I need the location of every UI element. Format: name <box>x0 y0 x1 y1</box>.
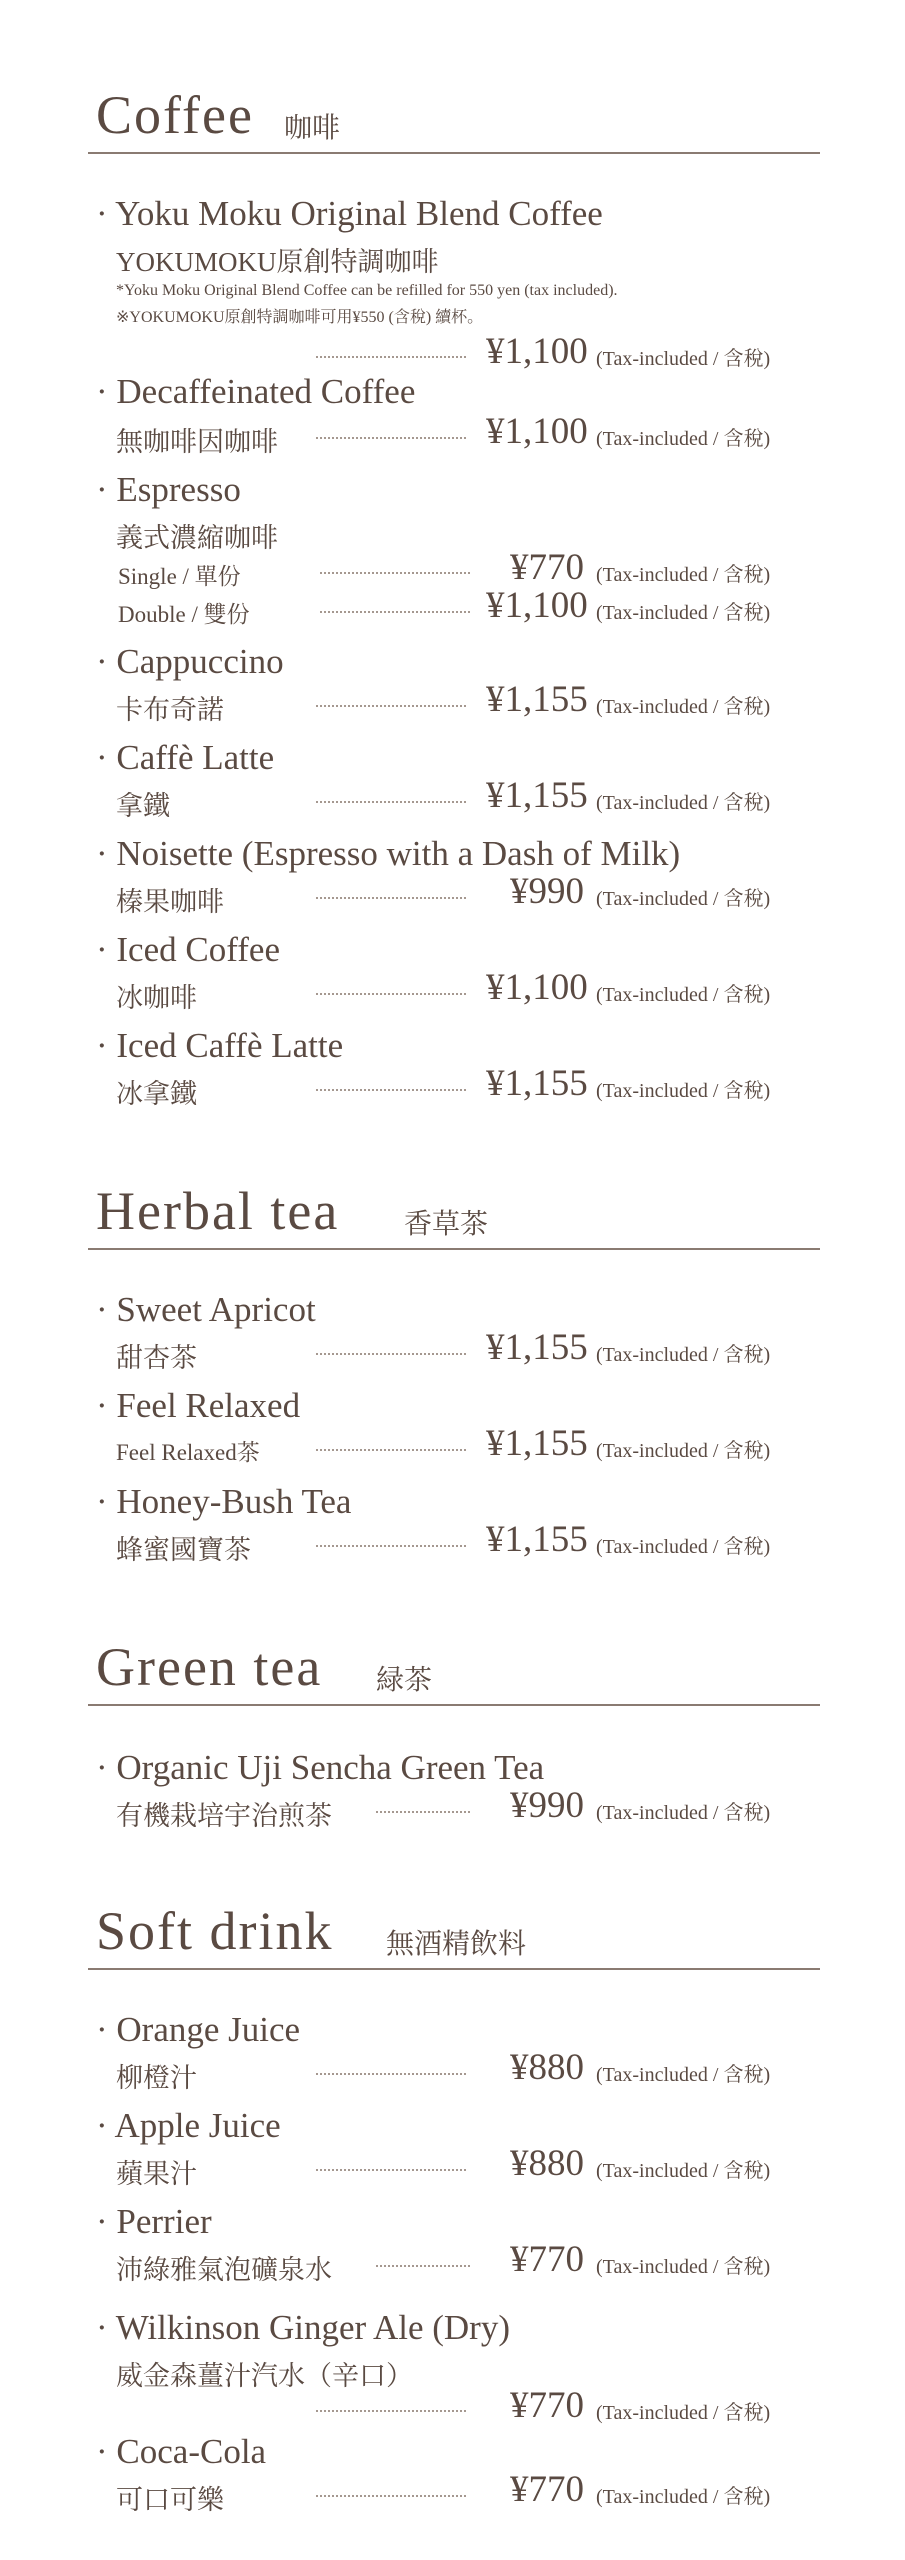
menu-item-price: ¥1,155 <box>486 679 588 720</box>
price-leader-dots <box>376 2265 470 2267</box>
menu-item-price: ¥1,155 <box>486 1519 588 1560</box>
tax-note: (Tax-included / 含稅) <box>596 2402 771 2424</box>
tax-note: (Tax-included / 含稅) <box>596 2486 771 2508</box>
menu-item-price: ¥770 <box>510 2239 584 2280</box>
menu-item-name-zh: 拿鐵 <box>116 791 170 821</box>
menu-item-name-zh: 威金森薑汁汽水（辛口） <box>116 2361 413 2391</box>
tax-note: (Tax-included / 含稅) <box>596 1536 771 1558</box>
tax-note: (Tax-included / 含稅) <box>596 2256 771 2278</box>
menu-item-name: · Yoku Moku Original Blend Coffee <box>96 194 603 233</box>
menu-item-name-zh: 無咖啡因咖啡 <box>116 427 278 457</box>
menu-item-name: · Espresso <box>96 470 241 509</box>
section-subtitle-coffee: 咖啡 <box>284 113 341 144</box>
menu-item-name: · Orange Juice <box>96 2010 301 2049</box>
menu-item-name-zh: 沛綠雅氣泡礦泉水 <box>116 2255 332 2285</box>
menu-item-price: ¥990 <box>510 1785 584 1826</box>
menu-item-price: ¥770 <box>510 547 584 588</box>
menu-item-price: ¥1,100 <box>486 967 588 1008</box>
menu-item-name-zh: 冰咖啡 <box>116 983 197 1013</box>
menu-item-price: ¥770 <box>510 2469 584 2510</box>
menu-item-name-zh: Feel Relaxed茶 <box>116 1440 260 1465</box>
menu-item-name: · Honey-Bush Tea <box>96 1482 352 1521</box>
menu-item-price: ¥880 <box>510 2143 584 2184</box>
price-leader-dots <box>376 1811 470 1813</box>
menu-item-name: · Organic Uji Sencha Green Tea <box>96 1748 545 1787</box>
price-leader-dots <box>316 993 466 995</box>
price-leader-dots <box>316 1449 466 1451</box>
menu-item-name-zh: 義式濃縮咖啡 <box>116 523 278 553</box>
menu-item-price: ¥1,100 <box>486 411 588 452</box>
menu-item-name: · Apple Juice <box>96 2106 281 2145</box>
tax-note: (Tax-included / 含稅) <box>596 2160 771 2182</box>
menu-item-name: · Iced Coffee <box>96 930 280 969</box>
tax-note: (Tax-included / 含稅) <box>596 984 771 1006</box>
menu-item-name-zh: 蘋果汁 <box>116 2159 197 2189</box>
menu-item-price: ¥1,100 <box>486 331 588 372</box>
section-divider <box>88 1248 820 1250</box>
price-leader-dots <box>320 611 470 613</box>
menu-item-name-zh: 柳橙汁 <box>116 2063 197 2093</box>
section-subtitle-green-tea: 緑茶 <box>376 1665 433 1696</box>
menu-item-name-zh: 甜杏茶 <box>116 1343 197 1373</box>
menu-item-name: · Decaffeinated Coffee <box>96 372 416 411</box>
menu-item-name: · Iced Caffè Latte <box>96 1026 344 1065</box>
section-title-herbal-tea: Herbal tea <box>96 1181 340 1241</box>
menu-item-name-zh: YOKUMOKU原創特調咖啡 <box>116 247 439 277</box>
price-leader-dots <box>316 356 466 358</box>
tax-note: (Tax-included / 含稅) <box>596 564 771 586</box>
section-subtitle-soft-drink: 無酒精飲料 <box>386 1929 527 1960</box>
tax-note: (Tax-included / 含稅) <box>596 1344 771 1366</box>
price-leader-dots <box>316 1353 466 1355</box>
menu-item-price: ¥880 <box>510 2047 584 2088</box>
section-title-green-tea: Green tea <box>96 1637 323 1697</box>
price-leader-dots <box>316 2495 466 2497</box>
section-subtitle-herbal-tea: 香草茶 <box>404 1209 489 1240</box>
price-leader-dots <box>316 801 466 803</box>
menu-item-price: ¥1,155 <box>486 1423 588 1464</box>
section-title-soft-drink: Soft drink <box>96 1901 334 1961</box>
tax-note: (Tax-included / 含稅) <box>596 696 771 718</box>
menu-item-name: · Sweet Apricot <box>96 1290 316 1329</box>
menu-item-name-zh: 有機栽培宇治煎茶 <box>116 1801 332 1831</box>
price-leader-dots <box>320 572 470 574</box>
menu-item-name-zh: 卡布奇諾 <box>116 695 224 725</box>
menu-item-name: · Feel Relaxed <box>96 1386 301 1425</box>
menu-item-name-zh: 可口可樂 <box>116 2485 224 2515</box>
price-leader-dots <box>316 1089 466 1091</box>
menu-item-price: ¥990 <box>510 871 584 912</box>
menu-item-name: · Coca-Cola <box>96 2432 267 2471</box>
price-leader-dots <box>316 437 466 439</box>
price-leader-dots <box>316 2169 466 2171</box>
tax-note: (Tax-included / 含稅) <box>596 1080 771 1102</box>
menu-item-name: · Cappuccino <box>96 642 284 681</box>
menu-item-price: ¥1,155 <box>486 1063 588 1104</box>
tax-note: (Tax-included / 含稅) <box>596 2064 771 2086</box>
price-leader-dots <box>316 2410 466 2412</box>
tax-note: (Tax-included / 含稅) <box>596 428 771 450</box>
menu-item-name: · Perrier <box>96 2202 212 2241</box>
section-divider <box>88 1968 820 1970</box>
refill-note-zh: ※YOKUMOKU原創特調咖啡可用¥550 (含稅) 續杯。 <box>116 309 484 326</box>
menu-item-name: · Wilkinson Ginger Ale (Dry) <box>96 2308 510 2347</box>
tax-note: (Tax-included / 含稅) <box>596 888 771 910</box>
menu-item-name-zh: 蜂蜜國寶茶 <box>116 1535 251 1565</box>
refill-note-en: *Yoku Moku Original Blend Coffee can be refilled for 550 yen (tax included). <box>116 282 618 299</box>
menu-item-name: · Caffè Latte <box>96 738 275 777</box>
price-leader-dots <box>316 2073 466 2075</box>
menu-item-price: ¥1,155 <box>486 1327 588 1368</box>
menu-item-name: · Noisette (Espresso with a Dash of Milk) <box>96 834 681 873</box>
menu-item-name-zh: 榛果咖啡 <box>116 887 224 917</box>
price-leader-dots <box>316 705 466 707</box>
tax-note: (Tax-included / 含稅) <box>596 348 771 370</box>
size-option-label: Double / 雙份 <box>118 602 250 627</box>
price-leader-dots <box>316 1545 466 1547</box>
menu-item-price: ¥1,155 <box>486 775 588 816</box>
tax-note: (Tax-included / 含稅) <box>596 1440 771 1462</box>
tax-note: (Tax-included / 含稅) <box>596 1802 771 1824</box>
price-leader-dots <box>316 897 466 899</box>
menu-item-price: ¥770 <box>510 2385 584 2426</box>
size-option-label: Single / 單份 <box>118 564 241 589</box>
tax-note: (Tax-included / 含稅) <box>596 602 771 624</box>
section-title-coffee: Coffee <box>96 85 254 145</box>
tax-note: (Tax-included / 含稅) <box>596 792 771 814</box>
menu-item-price: ¥1,100 <box>486 585 588 626</box>
menu-item-name-zh: 冰拿鐵 <box>116 1079 197 1109</box>
section-divider <box>88 1704 820 1706</box>
section-divider <box>88 152 820 154</box>
